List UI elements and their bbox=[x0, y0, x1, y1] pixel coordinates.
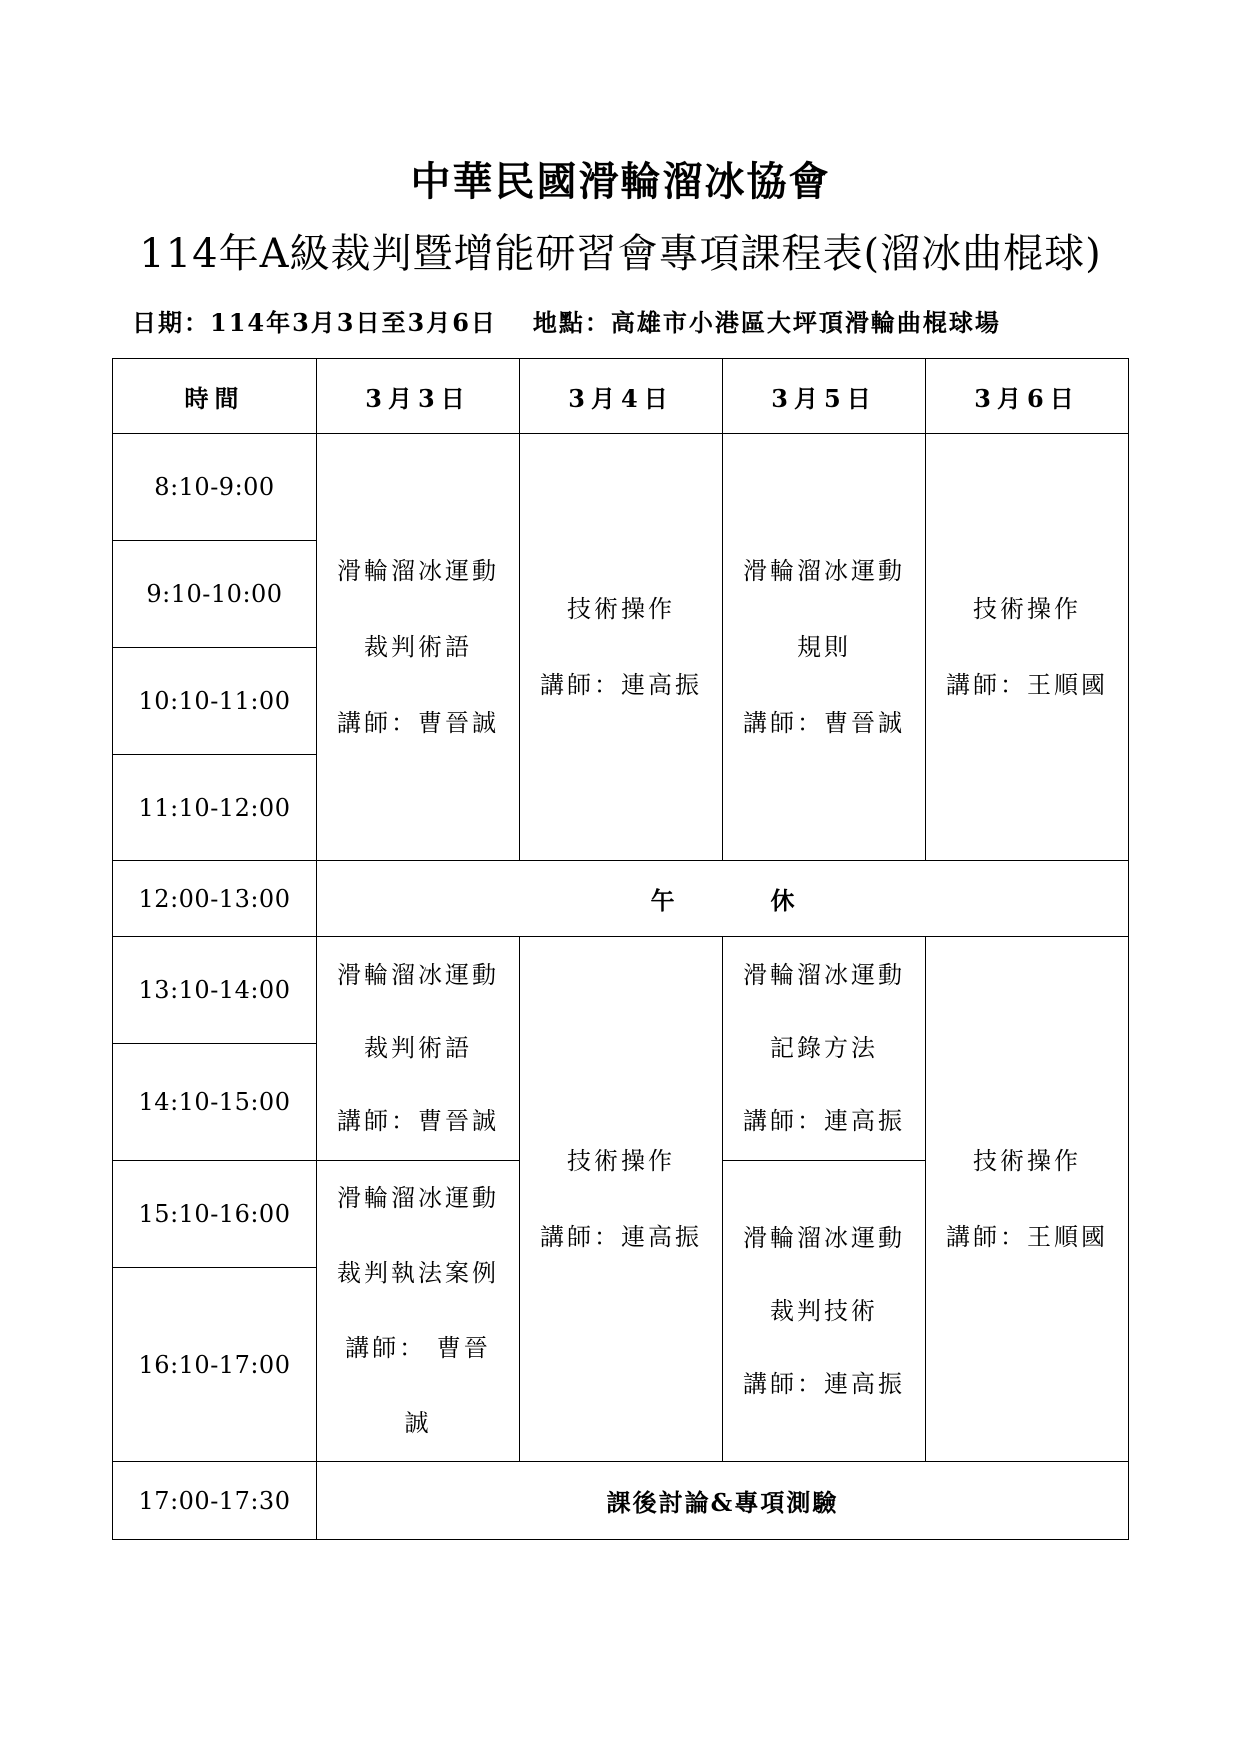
instructor-line: 講師：曹晉誠 bbox=[743, 709, 905, 737]
course-line: 滑輪溜冰運動 bbox=[743, 1223, 905, 1252]
time-slot: 16:10-17:00 bbox=[113, 1268, 317, 1462]
instructor-line: 講師：王順國 bbox=[946, 671, 1108, 699]
column-header-day4: 3月6日 bbox=[926, 359, 1129, 434]
time-slot: 13:10-14:00 bbox=[113, 937, 317, 1044]
course-line: 滑輪溜冰運動 bbox=[743, 557, 905, 585]
header-row bbox=[113, 359, 1129, 434]
course-line: 滑輪溜冰運動 bbox=[337, 557, 499, 585]
column-header-day3: 3月5日 bbox=[723, 359, 926, 434]
course-cell-afternoon-day3-a bbox=[723, 937, 926, 1161]
course-cell-morning-day3 bbox=[723, 434, 926, 861]
course-cell-afternoon-day4 bbox=[926, 937, 1129, 1462]
organization-title: 中華民國滑輪溜冰協會 bbox=[410, 158, 831, 205]
instructor-line: 講師：曹晉誠 bbox=[337, 1107, 499, 1135]
discussion-test-cell: 課後討論&專項測驗 bbox=[317, 1462, 1129, 1540]
instructor-line: 講師：連高振 bbox=[540, 1223, 702, 1251]
time-row bbox=[113, 937, 1129, 1044]
time-slot: 15:10-16:00 bbox=[113, 1161, 317, 1268]
time-slot: 11:10-12:00 bbox=[113, 755, 317, 861]
time-slot: 17:00-17:30 bbox=[113, 1462, 317, 1540]
course-line: 滑輪溜冰運動 bbox=[337, 961, 499, 989]
lunch-row bbox=[113, 861, 1129, 937]
course-cell-afternoon-day2 bbox=[520, 937, 723, 1462]
course-line: 規則 bbox=[797, 633, 851, 661]
column-header-time: 時間 bbox=[113, 359, 317, 434]
course-cell-afternoon-day1-a bbox=[317, 937, 520, 1161]
instructor-line: 講師：王順國 bbox=[946, 1223, 1108, 1251]
course-line: 技術操作 bbox=[973, 595, 1081, 623]
lunch-char: 午 bbox=[650, 886, 675, 915]
closing-row bbox=[113, 1462, 1129, 1540]
course-line: 滑輪溜冰運動 bbox=[743, 961, 905, 989]
time-slot: 8:10-9:00 bbox=[113, 434, 317, 541]
course-cell-afternoon-day1-b bbox=[317, 1161, 520, 1462]
instructor-line: 講師：連高振 bbox=[540, 671, 702, 699]
course-cell-morning-day4 bbox=[926, 434, 1129, 861]
course-line: 裁判術語 bbox=[364, 1034, 472, 1062]
time-row bbox=[113, 434, 1129, 541]
course-line: 技術操作 bbox=[567, 595, 675, 623]
course-line: 裁判執法案例 bbox=[337, 1259, 499, 1287]
course-cell-morning-day2 bbox=[520, 434, 723, 861]
date-label: 日期：114年3月3日至3月6日 bbox=[132, 308, 497, 337]
time-slot: 9:10-10:00 bbox=[113, 541, 317, 648]
time-slot: 14:10-15:00 bbox=[113, 1044, 317, 1161]
course-cell-morning-day1 bbox=[317, 434, 520, 861]
instructor-line: 講師：連高振 bbox=[743, 1107, 905, 1135]
instructor-line: 講師：曹晉誠 bbox=[337, 709, 499, 737]
lunch-break-cell bbox=[317, 861, 1129, 937]
course-line: 裁判技術 bbox=[770, 1296, 878, 1325]
course-line: 技術操作 bbox=[973, 1147, 1081, 1175]
time-slot: 10:10-11:00 bbox=[113, 648, 317, 755]
course-line: 裁判術語 bbox=[364, 633, 472, 661]
course-line: 滑輪溜冰運動 bbox=[337, 1184, 499, 1212]
course-line: 技術操作 bbox=[567, 1147, 675, 1175]
column-header-day1: 3月3日 bbox=[317, 359, 520, 434]
instructor-line-continued: 誠 bbox=[404, 1409, 432, 1437]
date-location-line bbox=[132, 303, 1132, 338]
time-slot: 12:00-13:00 bbox=[113, 861, 317, 937]
lunch-char: 休 bbox=[770, 886, 795, 915]
course-schedule-title: 114年A級裁判暨增能研習會專項課程表(溜冰曲棍球) bbox=[139, 231, 1102, 277]
course-cell-afternoon-day3-b bbox=[723, 1161, 926, 1462]
schedule-table bbox=[112, 358, 1129, 1540]
course-line: 記錄方法 bbox=[770, 1034, 878, 1062]
instructor-line: 講師： 曹晉 bbox=[345, 1334, 491, 1362]
instructor-line: 講師：連高振 bbox=[743, 1369, 905, 1398]
location-label: 地點：高雄市小港區大坪頂滑輪曲棍球場 bbox=[532, 308, 1001, 337]
column-header-day2: 3月4日 bbox=[520, 359, 723, 434]
